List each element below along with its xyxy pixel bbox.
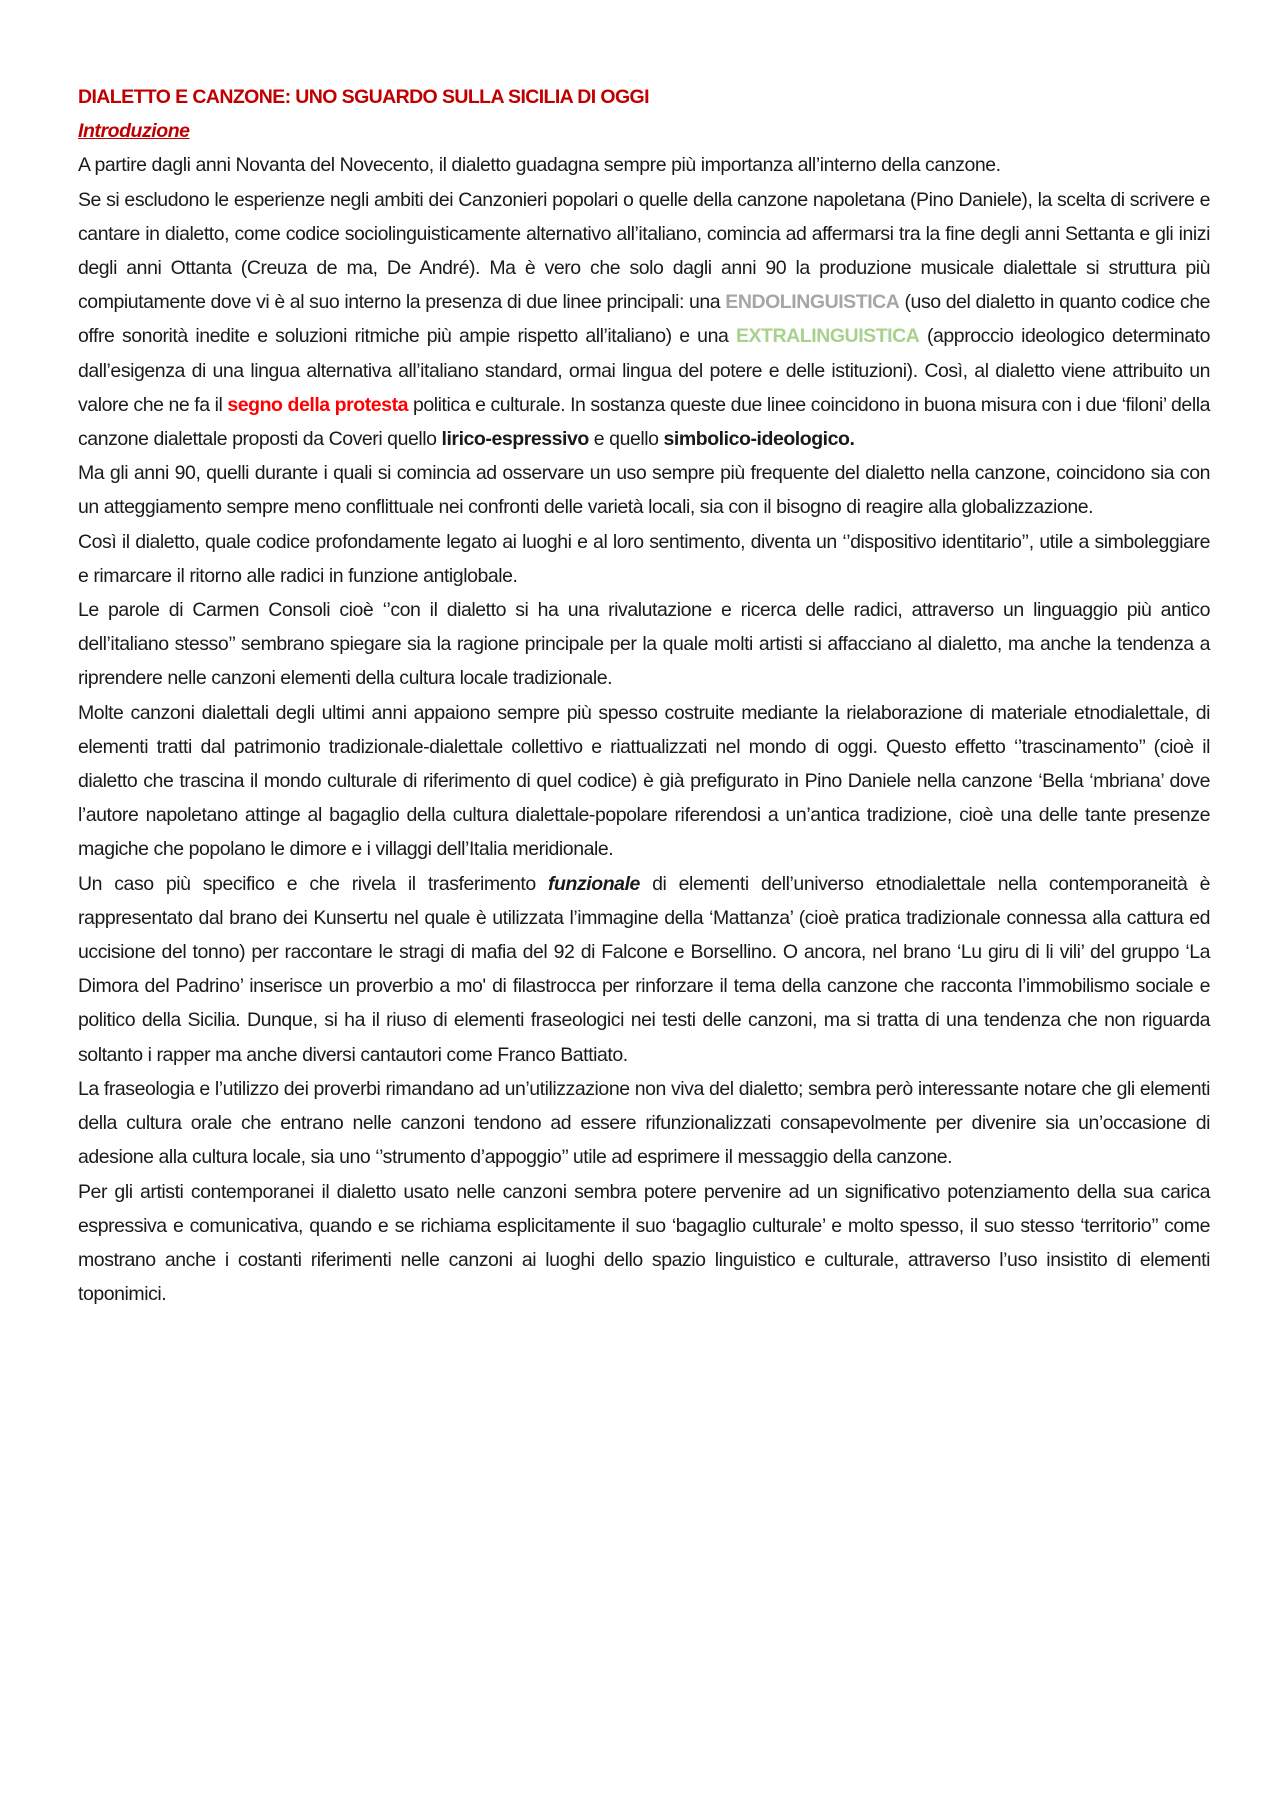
bold-lirico-espressivo: lirico-espressivo [441, 428, 589, 451]
text-run: (uso del dialetto in quanto codice che offre sonorità inedite e soluzioni ritmiche più ampie rispetto all’italiano) e una [78, 291, 1210, 348]
paragraph-3: Ma gli anni 90, quelli durante i quali si comincia ad osservare un uso sempre più frequente del dialetto nella canzone, coincidono sia con un atteggiamento sempre meno conflittuale nei confronti delle varietà locali, sia con il bisogno di reagire alla globalizzazione. [78, 462, 1210, 519]
highlight-protesta: segno della protesta [227, 393, 409, 416]
paragraph-8: La fraseologia e l’utilizzo dei proverbi rimandano ad un’utilizzazione non viva del dialetto; sembra però interessante notare che gli elementi della cultura orale che entrano nelle canzoni tendono ad essere rifunzionalizzati consapevolmente per divenire sia un’occasione di adesione alla cultura locale, sia uno ‘’strumento d’appoggio’’ utile ad esprimere il messaggio della canzone. [78, 1077, 1210, 1169]
paragraph-5: Le parole di Carmen Consoli cioè ‘’con il dialetto si ha una rivalutazione e ricerca delle radici, attraverso un linguaggio più antico dell’italiano stesso’’ sembrano spiegare sia la ragione principale per la quale molti artisti si affacciano al dialetto, ma anche la tendenza a riprendere nelle canzoni elementi della cultura locale tradizionale. [78, 599, 1210, 690]
paragraph-4: Così il dialetto, quale codice profondamente legato ai luoghi e al loro sentimento, diventa un ‘’dispositivo identitario’’, utile a simboleggiare e rimarcare il ritorno alle radici in funzione antiglobale. [78, 530, 1210, 587]
text-run: di elementi dell’universo etnodialettale nella contemporaneità è rappresentato dal brano dei Kunsertu nel quale è utilizzata l’immagine della ‘Mattanza’ (cioè pratica tradizionale connessa alla cattura ed uccisione del tonno) per raccontare le stragi di mafia del 92 di Falcone e Borsellino. O ancora, nel brano ‘Lu giru di li vili’ del gruppo ‘La Dimora del Padrino’ inserisce un proverbio a mo' di filastrocca per rinforzare il tema della canzone che racconta l’immobilismo sociale e politico della Sicilia. Dunque, si ha il riuso di elementi fraseologici nei testi delle canzoni, ma si tratta di una tendenza che non riguarda soltanto i rapper ma anche diversi cantautori come Franco Battiato. [78, 872, 1210, 1066]
text-run: (approccio ideologico determinato dall’esigenza di una lingua alternativa all’italiano standard, ormai lingua del potere e delle istituzioni). Così, al dialetto viene attribuito un valore che ne fa il [78, 325, 1210, 416]
paragraph-9: Per gli artisti contemporanei il dialetto usato nelle canzoni sembra potere pervenire ad un significativo potenziamento della sua carica espressiva e comunicativa, quando e se richiama esplicitamente il suo ‘bagaglio culturale’ e molto spesso, il suo stesso ‘territorio’’ come mostrano anche i costanti riferimenti nelle canzoni ai luoghi dello spazio linguistico e culturale, attraverso l’uso insistito di elementi toponimici. [78, 1180, 1210, 1306]
highlight-extralinguistica: EXTRALINGUISTICA [735, 325, 920, 348]
paragraph-2 [78, 183, 1210, 457]
highlight-endolinguistica: ENDOLINGUISTICA [725, 291, 900, 314]
document-title: DIALETTO E CANZONE: UNO SGUARDO SULLA SICILIA DI OGGI [78, 86, 649, 108]
paragraph-6: Molte canzoni dialettali degli ultimi anni appaiono sempre più spesso costruite mediante la rielaborazione di materiale etnodialettale, di elementi tratti dal patrimonio tradizionale-dialettale collettivo e riattualizzati nel mondo di oggi. Questo effetto ‘’trascinamento’’ (cioè il dialetto che trascina il mondo culturale di riferimento di quel codice) è già prefigurato in Pino Daniele nella canzone ‘Bella ‘mbriana’ dove l’autore napoletano attinge al bagaglio della cultura dialettale-popolare riferendosi a un’antica tradizione, cioè una delle tante presenze magiche che popolano le dimore e i villaggi dell’Italia meridionale. [78, 701, 1210, 861]
paragraph-1: A partire dagli anni Novanta del Novecento, il dialetto guadagna sempre più importanza all’interno della canzone. [78, 154, 1001, 177]
text-run: politica e culturale. In sostanza queste due linee coincidono in buona misura con i due ‘filoni’ della canzone dialettale proposti da Coveri quello [78, 393, 1210, 451]
bold-italic-funzionale: funzionale [548, 872, 640, 895]
text-run: Un caso più specifico e che rivela il trasferimento [78, 872, 549, 895]
document-page [78, 80, 1210, 1311]
bold-simbolico-ideologico: simbolico-ideologico. [663, 428, 855, 451]
text-run: e quello [588, 428, 664, 451]
section-heading: Introduzione [78, 120, 190, 143]
text-run: Se si escludono le esperienze negli ambiti dei Canzonieri popolari o quelle della canzone napoletana (Pino Daniele), la scelta di scrivere e cantare in dialetto, come codice sociolinguisticamente alternativo all’italiano, comincia ad affermarsi tra la fine degli anni Settanta e gli inizi degli anni Ottanta (Creuza de ma, De André). Ma è vero che solo dagli anni 90 la produzione musicale dialettale si struttura più compiutamente dove vi è al suo interno la presenza di due linee principali: una [78, 188, 1210, 314]
paragraph-7 [78, 867, 1210, 1072]
